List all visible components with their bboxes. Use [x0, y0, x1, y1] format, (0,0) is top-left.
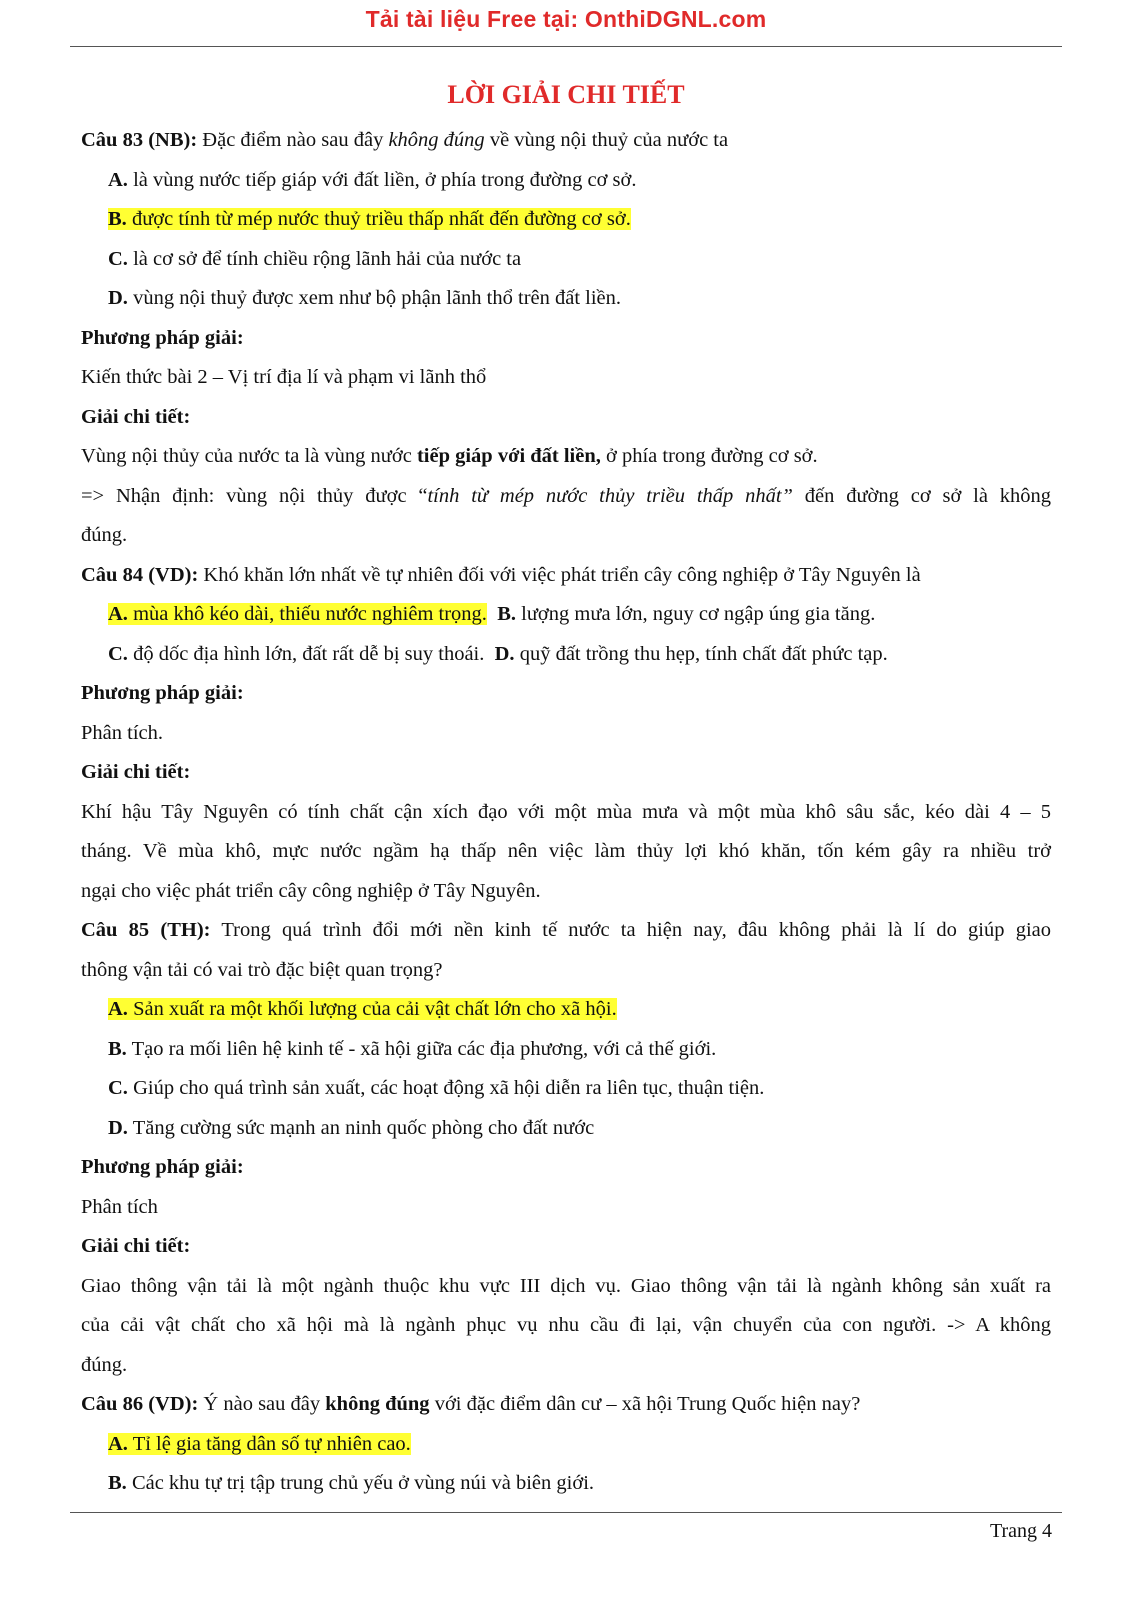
- q83-option-d: D. vùng nội thuỷ được xem như bộ phận lãnh thổ trên đất liền.: [108, 287, 622, 309]
- answer-highlight: A. Sản xuất ra một khối lượng của cải vật chất lớn cho xã hội.: [108, 998, 617, 1020]
- header-rule: [70, 46, 1062, 47]
- q84-method-heading: Phương pháp giải:: [81, 682, 244, 704]
- q86-stem: Câu 86 (VD): Ý nào sau đây không đúng với đặc điểm dân cư – xã hội Trung Quốc hiện nay?: [81, 1393, 861, 1415]
- document-body: [81, 121, 1051, 1504]
- footer-rule: [70, 1512, 1062, 1513]
- q83-option-a: A. là vùng nước tiếp giáp với đất liền, ở phía trong đường cơ sở.: [108, 168, 637, 191]
- q86-option-b: B. Các khu tự trị tập trung chủ yếu ở vùng núi và biên giới.: [108, 1472, 595, 1494]
- q85-method-heading: Phương pháp giải:: [81, 1156, 244, 1178]
- q83-detail-line-2: => Nhận định: vùng nội thủy được “tính từ mép nước thủy triều thấp nhất” đến đường cơ sở là không: [81, 484, 1051, 507]
- q84-options-ab: A. mùa khô kéo dài, thiếu nước nghiêm trọng. B. lượng mưa lớn, nguy cơ ngập úng gia tăng.: [108, 603, 876, 625]
- q85-method: Phân tích: [81, 1195, 158, 1218]
- q83-option-c: C. là cơ sở để tính chiều rộng lãnh hải của nước ta: [108, 247, 522, 270]
- q83-method: Kiến thức bài 2 – Vị trí địa lí và phạm vi lãnh thổ: [81, 366, 487, 388]
- page-title: LỜI GIẢI CHI TIẾT: [447, 80, 685, 109]
- q85-detail-line-3: đúng.: [81, 1353, 128, 1376]
- q85-option-a: [81, 990, 1051, 1030]
- q84-method: Phân tích.: [81, 721, 163, 744]
- q85-stem-line-1: Câu 85 (TH): Trong quá trình đổi mới nền kinh tế nước ta hiện nay, đâu không phải là lí do giúp giao: [81, 919, 1051, 941]
- q85-stem-line-2: thông vận tải có vai trò đặc biệt quan trọng?: [81, 958, 443, 981]
- q85-option-b: B. Tạo ra mối liên hệ kinh tế - xã hội giữa các địa phương, với cả thế giới.: [108, 1037, 717, 1060]
- q83-option-b: [81, 200, 1051, 240]
- q83-stem: Câu 83 (NB): Đặc điểm nào sau đây không đúng về vùng nội thuỷ của nước ta: [81, 129, 729, 151]
- q84-detail-line-1: Khí hậu Tây Nguyên có tính chất cận xích đạo với một mùa mưa và một mùa khô sâu sắc, kéo dài 4 – 5: [81, 800, 1051, 823]
- answer-highlight: A. mùa khô kéo dài, thiếu nước nghiêm trọng.: [108, 603, 487, 625]
- q86-option-a: [81, 1425, 1051, 1465]
- q85-detail-heading: Giải chi tiết:: [81, 1235, 191, 1257]
- answer-highlight: B. được tính từ mép nước thuỷ triều thấp nhất đến đường cơ sở.: [108, 208, 631, 230]
- q83-method-heading: Phương pháp giải:: [81, 326, 244, 349]
- page-number: Trang 4: [989, 1520, 1052, 1542]
- q85-option-d: D. Tăng cường sức mạnh an ninh quốc phòng cho đất nước: [108, 1116, 595, 1139]
- q85-option-c: C. Giúp cho quá trình sản xuất, các hoạt động xã hội diễn ra liên tục, thuận tiện.: [108, 1077, 765, 1099]
- source-banner: Tải tài liệu Free tại: OnthiDGNL.com: [365, 6, 767, 32]
- q85-detail-line-2: của cải vật chất cho xã hội mà là ngành phục vụ nhu cầu đi lại, vận chuyển của con người. -> A không: [81, 1314, 1051, 1336]
- q84-stem: Câu 84 (VD): Khó khăn lớn nhất về tự nhiên đối với việc phát triển cây công nghiệp ở Tây Nguyên là: [81, 563, 921, 586]
- answer-highlight: A. Tỉ lệ gia tăng dân số tự nhiên cao.: [108, 1432, 411, 1455]
- q84-detail-heading: Giải chi tiết:: [81, 761, 191, 783]
- q84-detail-line-2: tháng. Về mùa khô, mực nước ngầm hạ thấp nên việc làm thủy lợi khó khăn, tốn kém gây ra nhiều trở: [81, 840, 1051, 862]
- q85-detail-line-1: Giao thông vận tải là một ngành thuộc khu vực III dịch vụ. Giao thông vận tải là ngành không sản xuất ra: [81, 1274, 1051, 1297]
- q84-options-cd: C. độ dốc địa hình lớn, đất rất dễ bị suy thoái. D. quỹ đất trồng thu hẹp, tính chất đất phức tạp.: [108, 642, 888, 665]
- q83-detail-line-1: Vùng nội thủy của nước ta là vùng nước tiếp giáp với đất liền, ở phía trong đường cơ sở.: [81, 445, 818, 467]
- q84-detail-line-3: ngại cho việc phát triển cây công nghiệp ở Tây Nguyên.: [81, 879, 541, 902]
- q83-detail-line-3: đúng.: [81, 524, 128, 546]
- q83-detail-heading: Giải chi tiết:: [81, 405, 191, 428]
